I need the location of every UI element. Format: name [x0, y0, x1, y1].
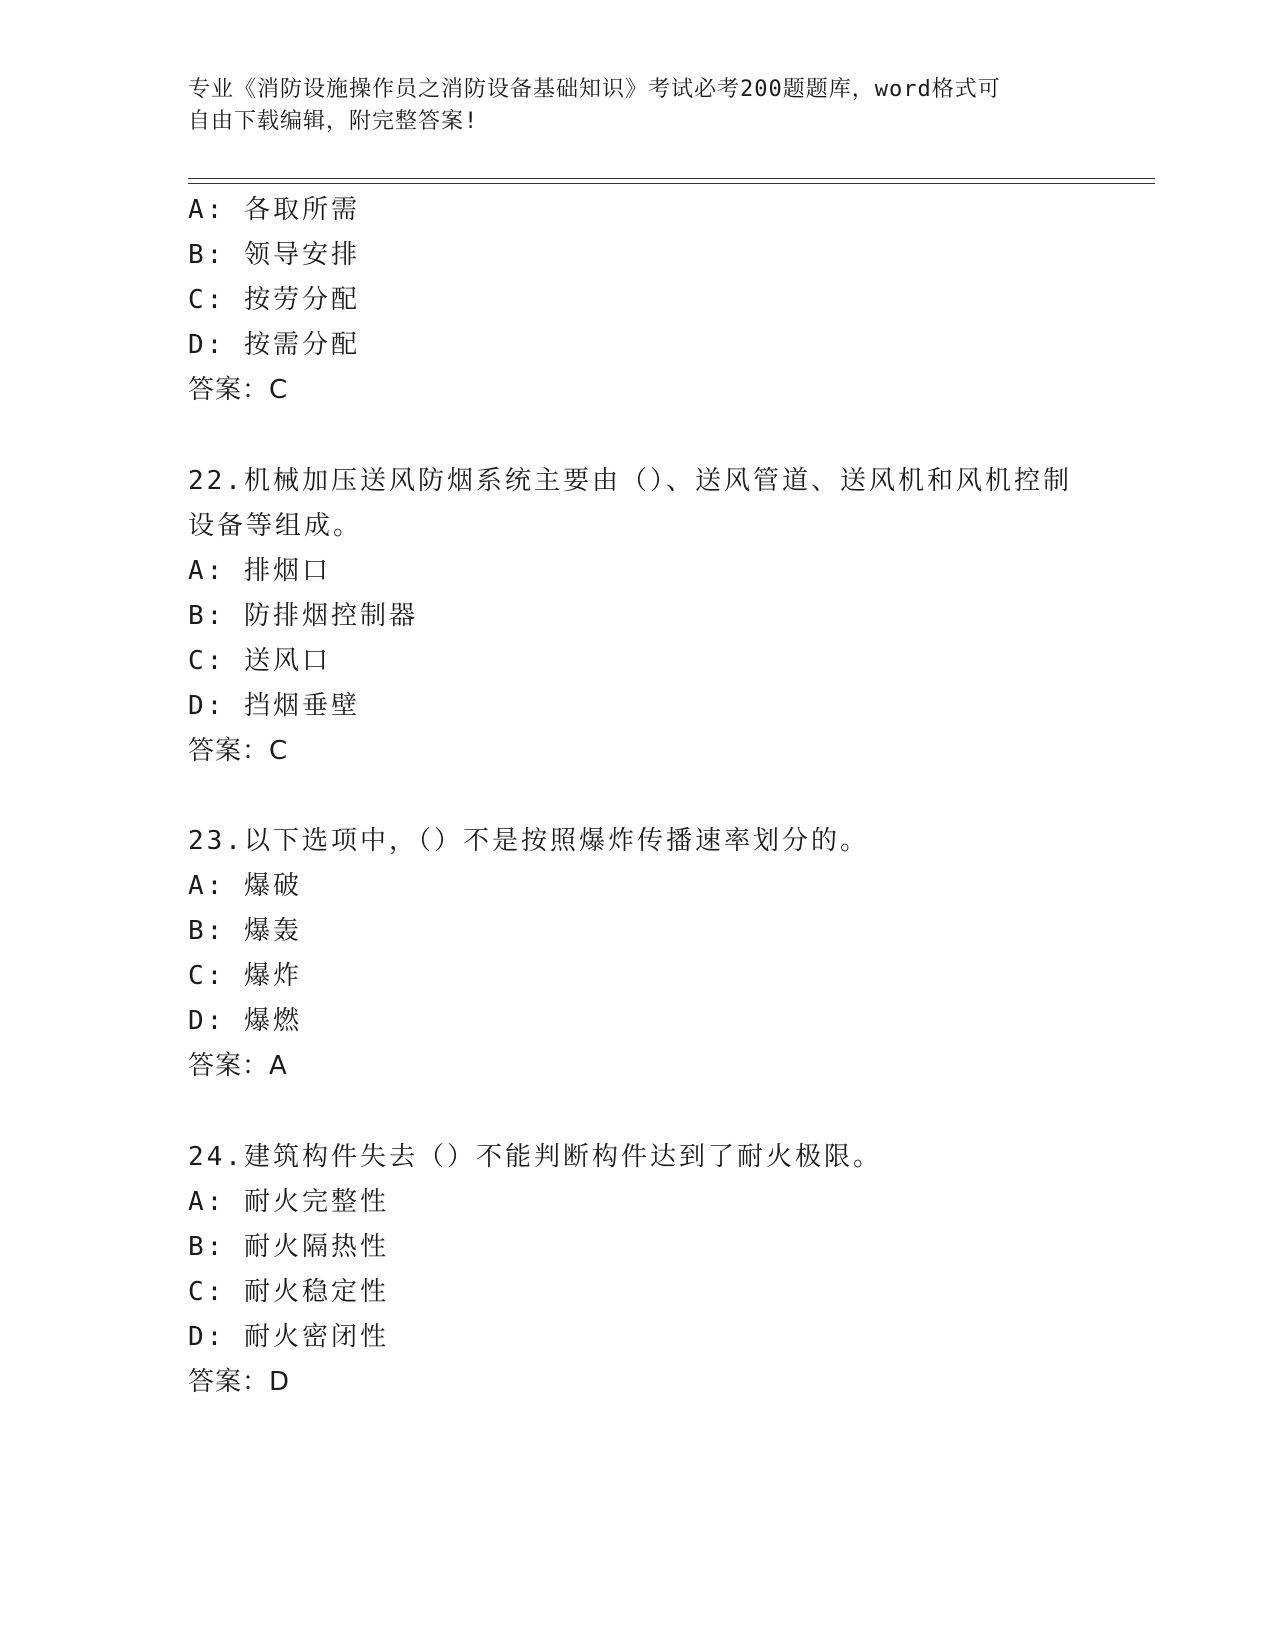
q22-stem-line-2: 设备等组成。	[188, 511, 363, 541]
document-header	[188, 74, 1088, 138]
q23-option-b: B: 爆轰	[188, 916, 302, 946]
q22-option-d: D: 挡烟垂壁	[188, 691, 360, 721]
q21-option-b: B: 领导安排	[188, 240, 360, 270]
q24-option-d: D: 耐火密闭性	[188, 1322, 389, 1352]
q21-answer: 答案：C	[188, 375, 289, 405]
q22-option-a: A: 排烟口	[188, 556, 331, 586]
q23-option-d: D: 爆燃	[188, 1006, 302, 1036]
q21-option-c: C: 按劳分配	[188, 285, 360, 315]
q24-option-c: C: 耐火稳定性	[188, 1277, 389, 1307]
q21-option-d: D: 按需分配	[188, 330, 360, 360]
q23-stem: 23.以下选项中，（）不是按照爆炸传播速率划分的。	[188, 826, 869, 856]
header-line-2: 自由下载编辑，附完整答案!	[188, 109, 479, 134]
q22-option-c: C: 送风口	[188, 646, 331, 676]
q23-option-c: C: 爆炸	[188, 961, 302, 991]
header-divider-top	[188, 178, 1155, 179]
q22-stem-line-1: 22.机械加压送风防烟系统主要由（）、送风管道、送风机和风机控制	[188, 466, 1072, 496]
q21-option-a: A: 各取所需	[188, 195, 360, 225]
q24-option-b: B: 耐火隔热性	[188, 1232, 389, 1262]
q23-option-a: A: 爆破	[188, 871, 302, 901]
q24-option-a: A: 耐火完整性	[188, 1187, 389, 1217]
header-divider-bottom	[188, 183, 1155, 184]
q24-answer: 答案：D	[188, 1367, 291, 1397]
q22-option-b: B: 防排烟控制器	[188, 601, 418, 631]
q23-answer: 答案：A	[188, 1051, 288, 1081]
q22-answer: 答案：C	[188, 736, 289, 766]
header-line-1: 专业《消防设施操作员之消防设备基础知识》考试必考200题题库，word格式可	[188, 77, 1001, 102]
q24-stem: 24.建筑构件失去（）不能判断构件达到了耐火极限。	[188, 1142, 882, 1172]
